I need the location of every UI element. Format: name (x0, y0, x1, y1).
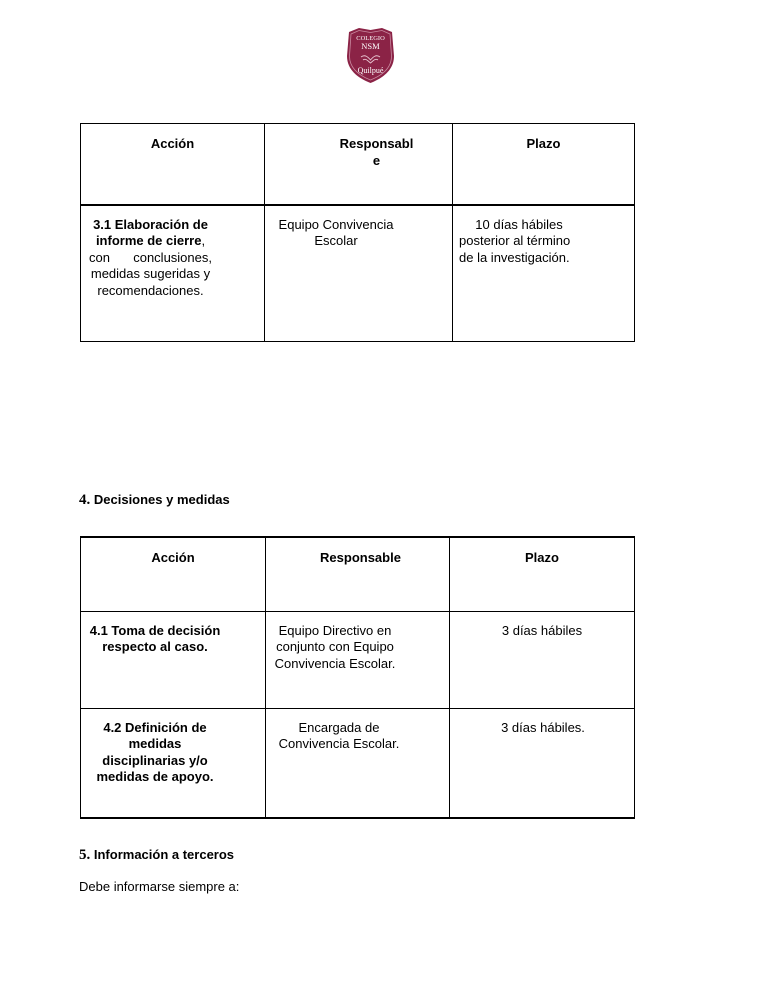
header-plazo: Plazo (453, 124, 635, 205)
svg-text:NSM: NSM (361, 41, 380, 51)
school-crest-icon (343, 26, 398, 84)
cell-responsable-4-2: Encargada de Convivencia Escolar. (266, 708, 450, 818)
header-accion: Acción (81, 537, 266, 611)
table-header-row (81, 124, 635, 205)
action-table-3 (80, 123, 635, 342)
header-responsable: Responsabl e (265, 124, 453, 205)
table-row (81, 611, 635, 708)
paragraph-text: Debe informarse siempre a: (79, 879, 240, 894)
svg-text:Quilpué: Quilpué (357, 66, 384, 75)
school-logo (343, 26, 398, 84)
header-accion: Acción (81, 124, 265, 205)
cell-accion-4-1: 4.1 Toma de decisión respecto al caso. (81, 611, 266, 708)
section-5-title: 5. Información a terceros (79, 847, 235, 863)
cell-plazo-4-1: 3 días hábiles (450, 611, 635, 708)
section-4-title: 4. Decisiones y medidas (79, 492, 230, 508)
cell-plazo-3-1: 10 días hábiles posterior al término de la investigación. (453, 205, 635, 342)
cell-plazo-4-2: 3 días hábiles. (450, 708, 635, 818)
header-responsable: Responsable (266, 537, 450, 611)
table-header-row (81, 537, 635, 611)
cell-responsable-4-1: Equipo Directivo en conjunto con Equipo Convivencia Escolar. (266, 611, 450, 708)
cell-responsable-3-1: Equipo Convivencia Escolar (265, 205, 453, 342)
cell-accion-3-1: 3.1 Elaboración de informe de cierre, con conclusiones, medidas sugeridas y recomendaciones. (81, 205, 265, 342)
action-table-4 (80, 536, 635, 819)
table-row (81, 205, 635, 342)
svg-text:COLEGIO: COLEGIO (356, 35, 385, 42)
table-row (81, 708, 635, 818)
cell-accion-4-2: 4.2 Definición de medidas disciplinarias y/o medidas de apoyo. (81, 708, 266, 818)
header-plazo: Plazo (450, 537, 635, 611)
